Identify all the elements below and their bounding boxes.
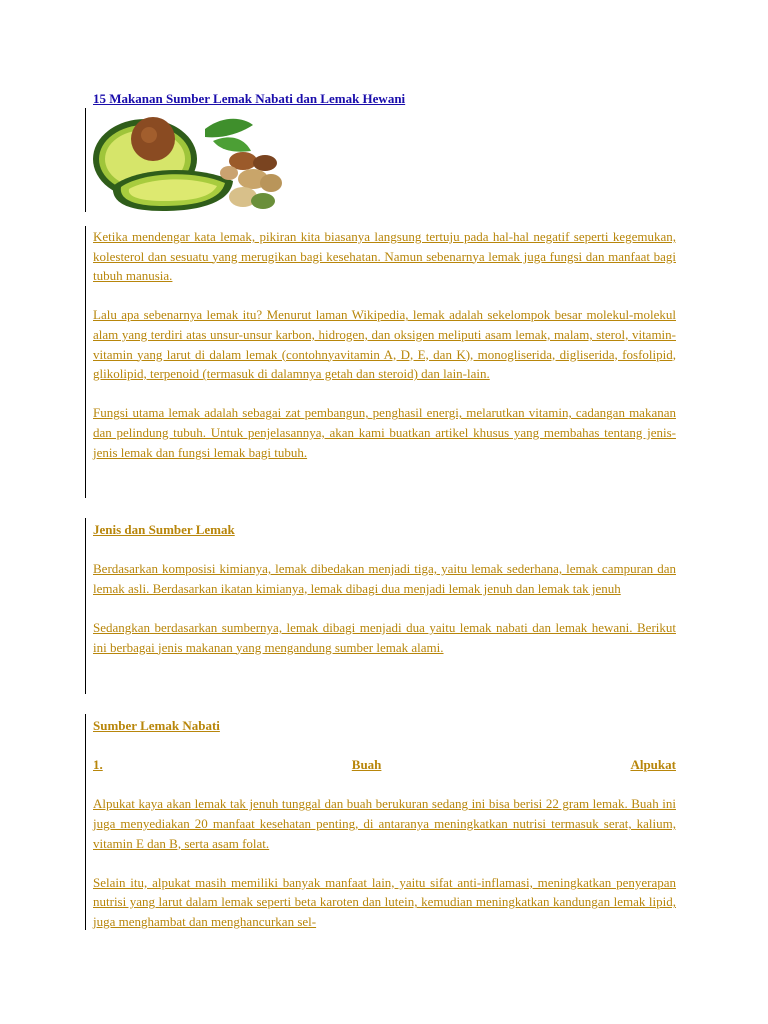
item-heading-alpukat[interactable] (93, 755, 676, 775)
item-number: 1. (93, 757, 103, 773)
jenis-paragraph-1[interactable]: Berdasarkan komposisi kimianya, lemak dibedakan menjadi tiga, yaitu lemak sederhana, lemak campuran dan lemak asli. Berdasarkan ikatan kimianya, lemak dibagi dua menjadi lemak jenuh dan lemak tak jenuh (93, 561, 676, 596)
intro-paragraph-1[interactable]: Ketika mendengar kata lemak, pikiran kita biasanya langsung tertuju pada hal-hal negatif seperti kegemukan, kolesterol dan sesuatu yang merugikan bagi kesehatan. Namun sebenarnya lemak juga fungsi dan manfaat bagi tubuh manusia. (93, 229, 676, 284)
intro-section (93, 227, 676, 462)
nabati-paragraph-2[interactable]: Selain itu, alpukat masih memiliki banyak manfaat lain, yaitu sifat anti-inflamasi, meningkatkan penyerapan nutrisi yang larut dalam lemak seperti beta karoten dan lutein, kemudian meningkatkan kandungan lemak lipid, juga menghambat dan menghancurkan sel- (93, 874, 676, 929)
jenis-section (93, 520, 676, 657)
item-word-buah: Buah (351, 757, 382, 773)
intro-paragraph-3[interactable]: Fungsi utama lemak adalah sebagai zat pembangun, penghasil energi, melarutkan vitamin, cadangan makanan dan pelindung tubuh. Untuk penjelasannya, akan kami buatkan artikel khusus yang membahas tentang jenis-jenis lemak dan fungsi lemak bagi tubuh. (93, 405, 676, 460)
avocado-nuts-image (93, 111, 286, 213)
margin-rule (85, 714, 86, 930)
margin-rule (85, 108, 86, 212)
margin-rule (85, 518, 86, 694)
jenis-paragraph-2[interactable]: Sedangkan berdasarkan sumbernya, lemak dibagi menjadi dua yaitu lemak nabati dan lemak hewani. Berikut ini berbagai jenis makanan yang mengandung sumber lemak alami. (93, 619, 676, 655)
nabati-heading[interactable]: Sumber Lemak Nabati (93, 718, 220, 733)
jenis-heading[interactable]: Jenis dan Sumber Lemak (93, 522, 235, 537)
intro-paragraph-2[interactable]: Lalu apa sebenarnya lemak itu? Menurut laman Wikipedia, lemak adalah sekelompok besar molekul-molekul alam yang terdiri atas unsur-unsur karbon, hidrogen, dan oksigen meliputi asam lemak, malam, sterol, vitamin-vitamin yang larut di dalam lemak (contohnyavitamin A, D, E, dan K), monogliserida, digliserida, fosfolipid, glikolipid, terpenoid (termasuk di dalamnya getah dan steroid) dan lain-lain. (93, 307, 676, 382)
nabati-section (93, 716, 676, 932)
margin-rule (85, 226, 86, 498)
nabati-paragraph-1[interactable]: Alpukat kaya akan lemak tak jenuh tunggal dan buah berukuran sedang ini bisa berisi 22 gram lemak. Buah ini juga menyediakan 20 manfaat kesehatan penting, di antaranya meningkatkan nutrisi termasuk serat, kalium, vitamin E dan B, serta asam folat. (93, 796, 676, 851)
item-word-alpukat: Alpukat (630, 757, 676, 773)
article-title-link[interactable]: 15 Makanan Sumber Lemak Nabati dan Lemak Hewani (93, 91, 406, 106)
